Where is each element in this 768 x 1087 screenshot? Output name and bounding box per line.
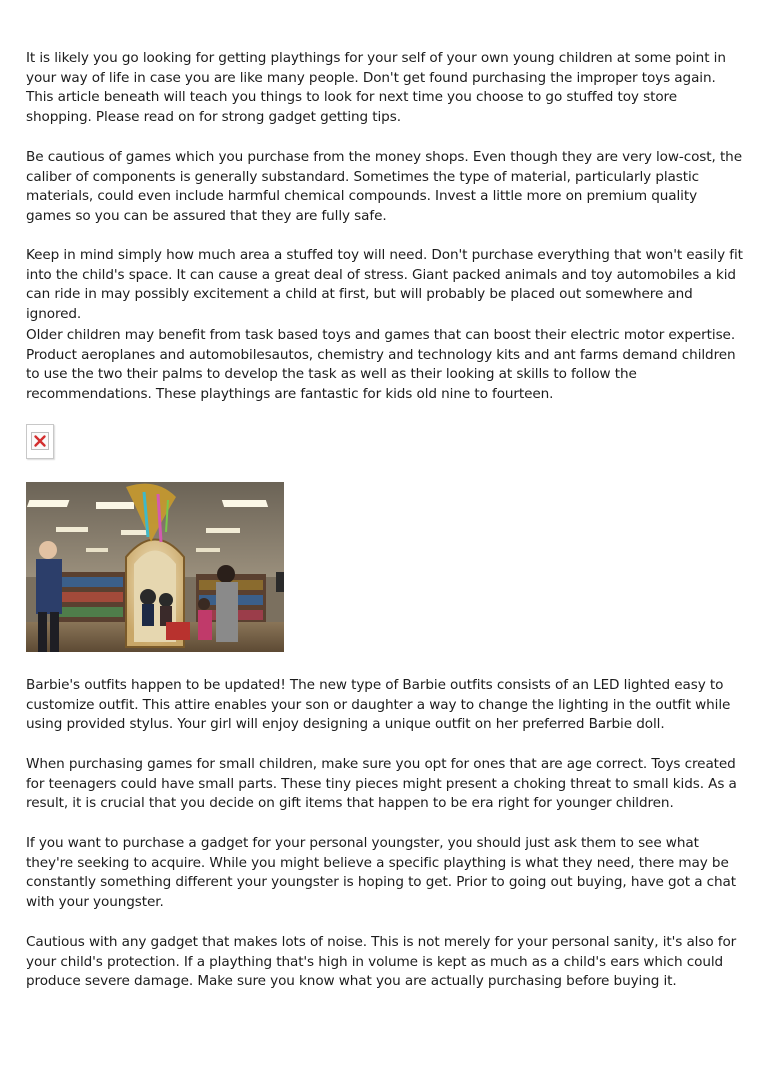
close-icon bbox=[31, 432, 49, 450]
paragraph-4: Older children may benefit from task based toys and games that can boost their electric motor expertise. Product aeroplanes and automobilesautos, chemistry and technology kits and ant farms demand children to use the two their palms to develop the task as well as their looking at skills to follow the recommendations. These playthings are fantastic for kids old nine to fourteen. bbox=[26, 327, 736, 402]
paragraph-7: If you want to purchase a gadget for your personal youngster, you should just ask them to see what they're seeking to acquire. While you might believe a specific plaything is what they need, there may be constantly something different your youngster is hoping to get. Prior to going out buying, have got a chat with your youngster. bbox=[26, 835, 737, 910]
broken-image-icon bbox=[26, 424, 54, 459]
paragraph-5: Barbie's outfits happen to be updated! The new type of Barbie outfits consists of an LED lighted easy to customize outfit. This attire enables your son or daughter a way to change the lighting in the outfit while using provided stylus. Your girl will enjoy designing a unique outfit on her preferred Barbie doll. bbox=[26, 677, 731, 733]
paragraph-6: When purchasing games for small children, make sure you opt for ones that are age correct. Toys created for teenagers could have small parts. These tiny pieces might present a choking threat to small kids. As a result, it is crucial that you decide on gift items that happen to be era right for younger children. bbox=[26, 756, 737, 812]
paragraph-2: Be cautious of games which you purchase from the money shops. Even though they are very low-cost, the caliber of components is generally substandard. Sometimes the type of material, particularly plastic materials, could even include harmful chemical compounds. Invest a little more on premium quality games so you can be assured that they are fully safe. bbox=[26, 149, 742, 224]
paragraph-3: Keep in mind simply how much area a stuffed toy will need. Don't purchase everything that won't easily fit into the child's space. It can cause a great deal of stress. Giant packed animals and toy automobiles a kid can ride in may possibly excitement a child at first, but will probably be placed out somewhere and ignored. bbox=[26, 247, 743, 322]
paragraph-8: Cautious with any gadget that makes lots of noise. This is not merely for your personal sanity, it's also for your child's protection. If a plaything that's high in volume is kept as much as a child's ears which could produce severe damage. Make sure you know what you are actually purchasing before buying it. bbox=[26, 934, 737, 990]
library-toy-display-photo bbox=[26, 482, 284, 652]
paragraph-1: It is likely you go looking for getting playthings for your self of your own young children at some point in your way of life in case you are like many people. Don't get found purchasing the improper toys again. This article beneath will teach you things to look for next time you choose to go stuffed toy store shopping. Please read on for strong gadget getting tips. bbox=[26, 50, 726, 125]
